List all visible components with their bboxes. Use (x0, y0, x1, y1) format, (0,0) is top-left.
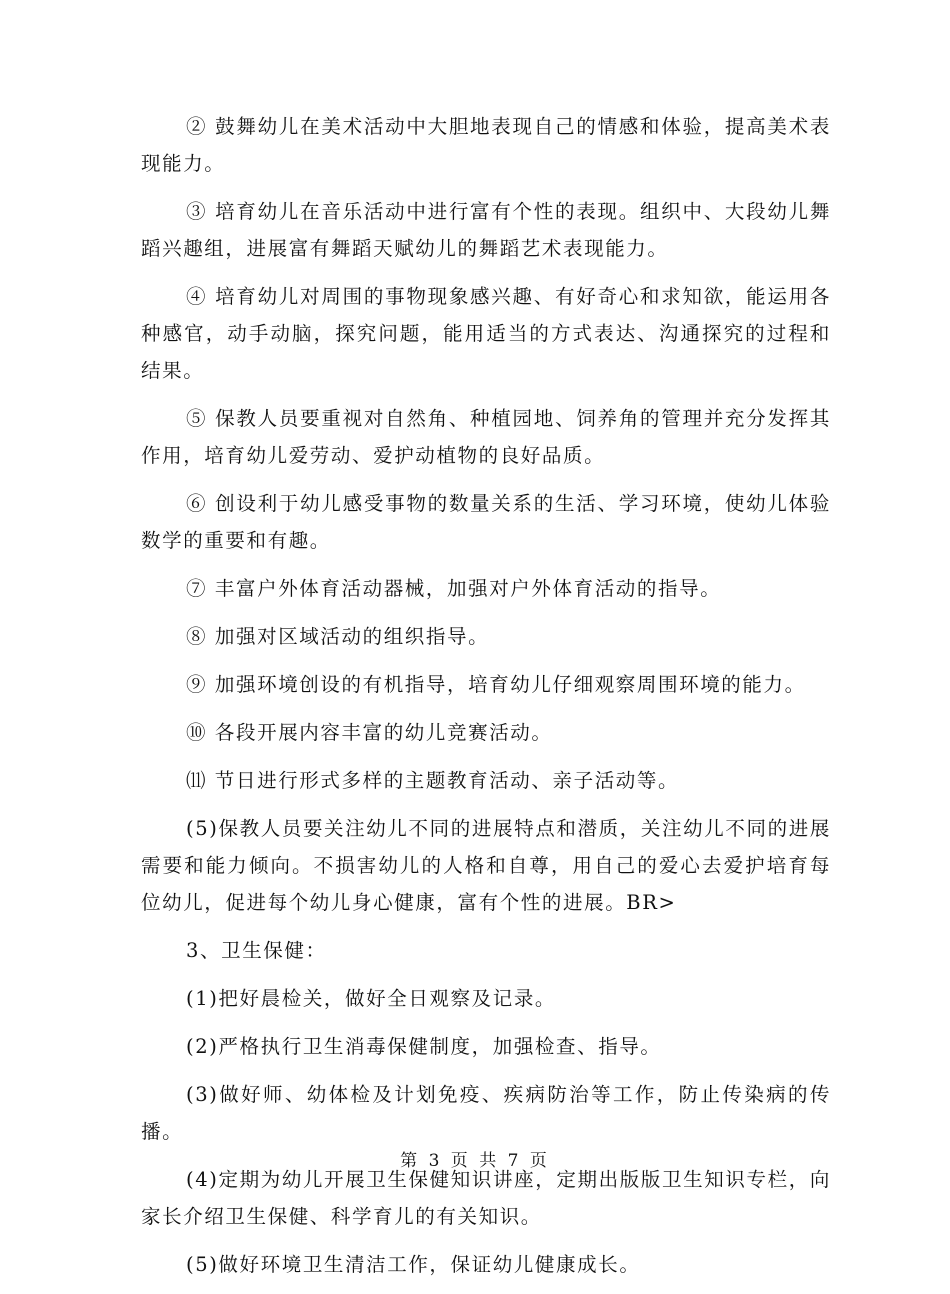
paragraph-item-4: ④ 培育幼儿对周围的事物现象感兴趣、有好奇心和求知欲，能运用各种感官，动手动脑，探究问题，能用适当的方式表达、沟通探究的过程和结果。 (141, 285, 831, 382)
paragraph-staff-care: (5)保教人员要关注幼儿不同的进展特点和潜质，关注幼儿不同的进展需要和能力倾向。不损害幼儿的人格和自尊，用自己的爱心去爱护培育每位幼儿，促进每个幼儿身心健康，富有个性的进展。BR> (141, 817, 831, 914)
paragraph-item-10: ⑩ 各段开展内容丰富的幼儿竞赛活动。 (186, 721, 553, 744)
section-heading-health: 3、卫生保健： (186, 939, 327, 962)
paragraph-item-11: ⑾ 节日进行形式多样的主题教育活动、亲子活动等。 (186, 769, 680, 792)
paragraph-health-1: (1)把好晨检关，做好全日观察及记录。 (186, 987, 557, 1010)
paragraph-item-7: ⑦ 丰富户外体育活动器械，加强对户外体育活动的指导。 (186, 577, 722, 600)
paragraph-item-2: ② 鼓舞幼儿在美术活动中大胆地表现自己的情感和体验，提高美术表现能力。 (141, 115, 831, 175)
paragraph-item-5: ⑤ 保教人员要重视对自然角、种植园地、饲养角的管理并充分发挥其作用，培育幼儿爱劳动、爱护动植物的良好品质。 (141, 407, 831, 467)
paragraph-item-3: ③ 培育幼儿在音乐活动中进行富有个性的表现。组织中、大段幼儿舞蹈兴趣组，进展富有舞蹈天赋幼儿的舞蹈艺术表现能力。 (141, 200, 831, 260)
paragraph-item-9: ⑨ 加强环境创设的有机指导，培育幼儿仔细观察周围环境的能力。 (186, 673, 806, 696)
paragraph-health-3: (3)做好师、幼体检及计划免疫、疾病防治等工作，防止传染病的传播。 (141, 1083, 831, 1143)
page-number-footer: 第 3 页 共 7 页 (400, 1151, 550, 1171)
paragraph-item-8: ⑧ 加强对区域活动的组织指导。 (186, 625, 490, 648)
paragraph-health-4: (4)定期为幼儿开展卫生保健知识讲座，定期出版版卫生知识专栏，向家长介绍卫生保健、科学育儿的有关知识。 (141, 1168, 831, 1228)
paragraph-health-2: (2)严格执行卫生消毒保健制度，加强检查、指导。 (186, 1035, 662, 1058)
document-body (141, 108, 831, 1294)
paragraph-item-6: ⑥ 创设利于幼儿感受事物的数量关系的生活、学习环境，使幼儿体验数学的重要和有趣。 (141, 492, 831, 552)
paragraph-health-5: (5)做好环境卫生清洁工作，保证幼儿健康成长。 (186, 1253, 641, 1276)
